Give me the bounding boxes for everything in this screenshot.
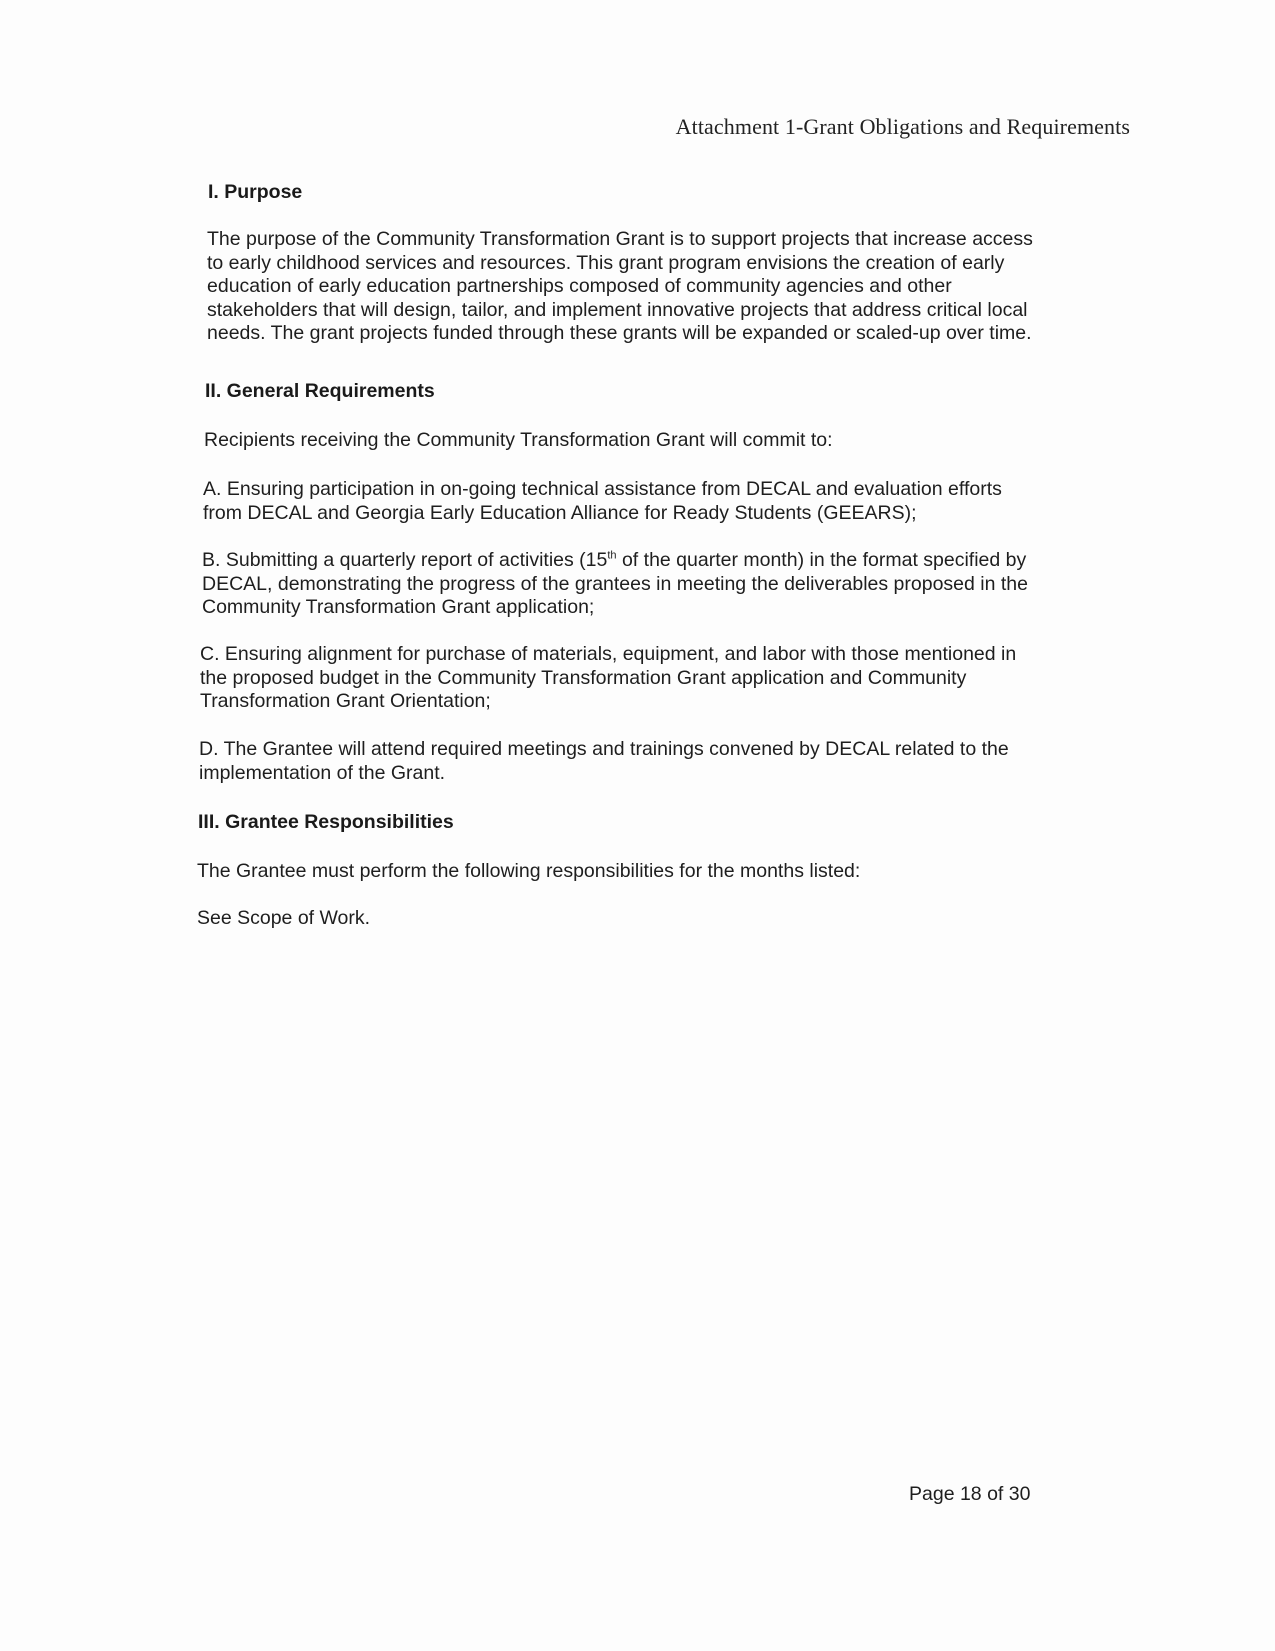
paragraph-line: needs. The grant projects funded through these grants will be expanded or scaled-up over time. (207, 322, 1032, 344)
paragraph-line: implementation of the Grant. (199, 761, 446, 784)
requirement-item-c (200, 643, 1016, 714)
paragraph-line: A. Ensuring participation in on-going technical assistance from DECAL and evaluation efforts (203, 478, 1002, 500)
section-heading-grantee-responsibilities: III. Grantee Responsibilities (198, 811, 454, 833)
paragraph-line: The Grantee must perform the following responsibilities for the months listed: (197, 860, 861, 882)
paragraph-line: Transformation Grant Orientation; (200, 690, 491, 712)
paragraph-line: from DECAL and Georgia Early Education Alliance for Ready Students (GEEARS); (203, 501, 917, 524)
purpose-paragraph (207, 228, 1033, 346)
paragraph-line: to early childhood services and resources. This grant program envisions the creation of early (207, 251, 1005, 274)
paragraph-line: Community Transformation Grant application; (202, 596, 595, 618)
paragraph-line: D. The Grantee will attend required meetings and trainings convened by DECAL related to the (199, 738, 1009, 760)
page-number: Page 18 of 30 (909, 1483, 1031, 1505)
item-b-text-start: B. Submitting a quarterly report of activities (15 (202, 549, 608, 571)
paragraph-line: C. Ensuring alignment for purchase of materials, equipment, and labor with those mentioned in (200, 643, 1017, 665)
requirement-item-d (199, 738, 1009, 785)
paragraph-line: the proposed budget in the Community Transformation Grant application and Community (200, 666, 967, 689)
ordinal-superscript: th (607, 549, 617, 562)
paragraph-line: See Scope of Work. (197, 907, 371, 929)
section-heading-purpose: I. Purpose (208, 181, 303, 203)
scope-of-work-note (197, 907, 370, 931)
section-heading-general-requirements: II. General Requirements (205, 380, 435, 402)
paragraph-line (202, 549, 1028, 573)
requirement-item-a (203, 478, 1002, 525)
page-header: Attachment 1-Grant Obligations and Requirements (675, 114, 1130, 139)
general-intro (204, 429, 833, 453)
paragraph-line: Recipients receiving the Community Transformation Grant will commit to: (204, 429, 833, 451)
requirement-item-b (202, 549, 1028, 620)
paragraph-line: DECAL, demonstrating the progress of the grantees in meeting the deliverables proposed in the (202, 572, 1028, 595)
paragraph-line: The purpose of the Community Transformation Grant is to support projects that increase access (207, 228, 1033, 250)
paragraph-line: education of early education partnerships composed of community agencies and other (207, 275, 952, 297)
paragraph-line: stakeholders that will design, tailor, and implement innovative projects that address critical local (207, 298, 1028, 321)
item-b-text-end: of the quarter month) in the format specified by (616, 549, 1027, 571)
responsibilities-intro (197, 860, 860, 884)
